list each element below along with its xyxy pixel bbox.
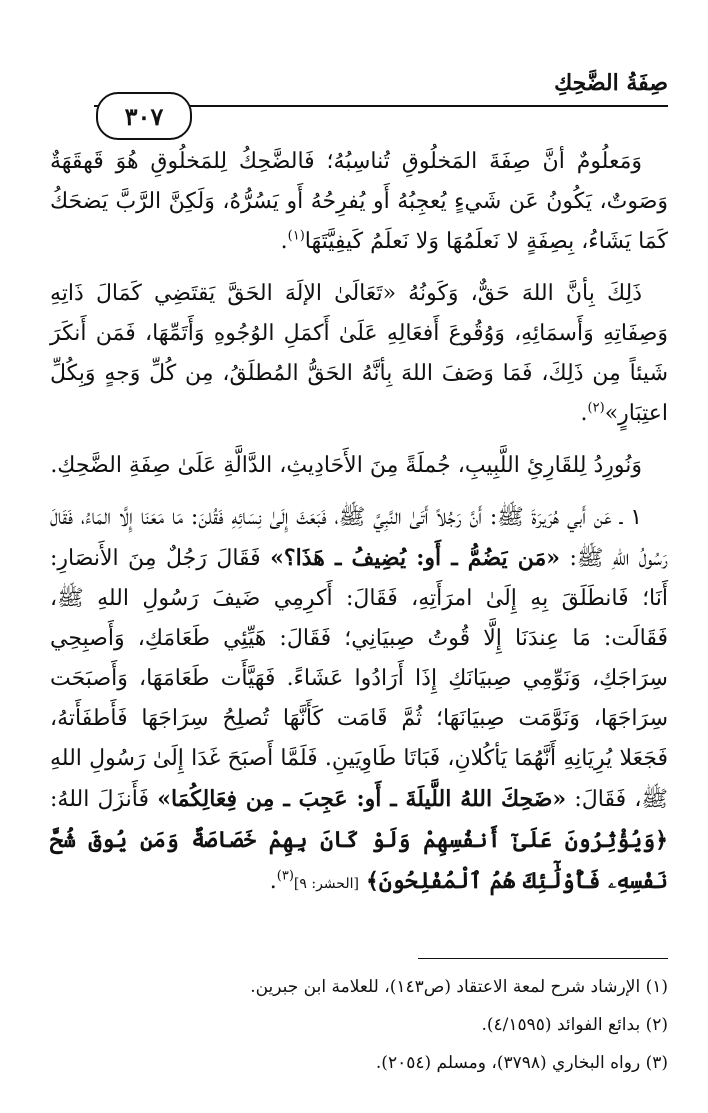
hadith-1: ١ ـ عَن أَبي هُرَيرَةَ ﷺ: أَنَّ رَجُلاً أَتَىٰ النَّبِيَّ ﷺ، فَبَعَثَ إِلَىٰ نِسَائِهِ فَقُلنَ: مَا مَعَنَا إِلَّا المَاءُ، فَقَالَ رَسُولُ اللهِ ﷺ: «مَن يَضُمُّ ـ أَو: يُضِيفُ ـ هَذَا؟» فَقَالَ رَجُلٌ مِنَ الأَنصَارِ: أَنَا؛ فَانطَلَقَ بِهِ إِلَىٰ امرَأَتِهِ، فَقَالَ: أَكرِمِي ضَيفَ رَسُولِ اللهِ ﷺ، فَقَالَت: مَا عِندَنَا إِلَّا قُوتُ صِبيَانِي؛ فَقَالَ: هَيِّئِي طَعَامَكِ، وَأَصبِحِي سِرَاجَكِ، وَنَوِّمِي صِبيَانَكِ إِذَا أَرَادُوا عَشَاءً. فَهَيَّأَت طَعَامَهَا، وَأَصبَحَت سِرَاجَهَا، وَنَوَّمَت صِبيَانَهَا؛ ثُمَّ قَامَت كَأَنَّهَا تُصلِحُ سِرَاجَهَا فَأَطفَأَتهُ، فَجَعَلا يُرِيَانِهِ أَنَّهُمَا يَأكُلانِ، فَبَاتَا طَاوِيَينِ. فَلَمَّا أَصبَحَ غَدَا إِلَىٰ رَسُولِ اللهِ ﷺ، فَقَالَ: «ضَحِكَ اللهُ اللَّيلَةَ ـ أَو: عَجِبَ ـ مِن فِعَالِكُمَا» فَأَنزَلَ اللهُ: ﴿وَيُؤْثِرُونَ عَلَىٰٓ أَنفُسِهِمْ وَلَوْ كَانَ بِهِمْ خَصَاصَةٌ وَمَن يُوقَ شُحَّ نَفْسِهِۦ فَأُوْلَٰٓئِكَ هُمُ ٱلْمُفْلِحُونَ﴾ [الحشر: ٩]$^{(٣)}$.: [50, 505, 669, 894]
paragraph-2: ذَلِكَ بِأنَّ اللهَ حَقٌّ، وَكَونُهُ «تَعَالَىٰ الإلَهَ الحَقَّ يَقتَضِي كَمَالَ ذَاتِهِ وَصِفَاتِهِ وَأَسمَائِهِ، وَوُقُوعَ أَفعَالِهِ عَلَىٰ أَكمَلِ الوُجُوهِ وَأَتَمِّهَا، فَمَن أَنكَرَ شَيئاً مِن ذَلِكَ، فَمَا وَصَفَ اللهَ بِأنَّهُ الحَقُّ المُطلَقُ، مِن كُلِّ وَجهٍ وَبِكُلِّ اعتِبَارٍ»$^{(٢)}$.: [50, 281, 668, 426]
footnote-1: (١) الإرشاد شرح لمعة الاعتقاد (ص١٤٣)، للعلامة ابن جبرين.: [250, 977, 668, 997]
footnote-2: (٢) بدائع الفوائد (٤/١٥٩٥).: [481, 1015, 668, 1035]
paragraph-3: وَنُورِدُ لِلقَارِئِ اللَّبِيبِ، جُملَةً مِنَ الأَحَادِيثِ، الدَّالَّةِ عَلَىٰ صِفَةِ الضَّحِكِ.: [50, 453, 642, 478]
quran-verse: ﴿وَيُؤْثِرُونَ عَلَىٰٓ أَنفُسِهِمْ وَلَوْ كَانَ بِهِمْ خَصَاصَةٌ وَمَن يُوقَ شُحَّ نَفْسِهِۦ فَأُوْلَٰٓئِكَ هُمُ ٱلْمُفْلِحُونَ﴾: [50, 827, 668, 894]
hadith-quote-2: «ضَحِكَ اللهُ اللَّيلَةَ ـ أَو: عَجِبَ ـ مِن فِعَالِكُمَا»: [157, 786, 567, 812]
footnote-separator: [418, 958, 668, 959]
running-header-title: صِفَةُ الضَّحِكِ: [554, 70, 668, 96]
surah-reference: [الحشر: ٩]: [293, 876, 359, 892]
page-number-badge: ٣٠٧: [96, 92, 192, 140]
body-text: [50, 142, 668, 916]
footnote-3: (٣) رواه البخاري (٣٧٩٨)، ومسلم (٢٠٥٤).: [375, 1053, 668, 1073]
footnote-ref-2[interactable]: (٢): [587, 400, 605, 416]
footnotes: [50, 968, 668, 1082]
footnote-ref-3[interactable]: (٣): [276, 868, 294, 884]
paragraph-1: وَمَعلُومٌ أنَّ صِفَةَ المَخلُوقِ تُناسِبُهُ؛ فَالضَّحِكُ لِلمَخلُوقِ هُوَ قَهقَهَةٌ وَصَوتٌ، يَكُونُ عَن شَيءٍ يُعجِبُهُ أَو يُفرِحُهُ أَو يَسُرُّهُ، وَلَكِنَّ الرَّبَّ يَضحَكُ كَمَا يَشَاءُ، بِصِفَةٍ لا نَعلَمُهَا وَلا نَعلَمُ كَيفِيَّتَهَا$^{(١)}$.: [50, 149, 668, 254]
footnote-ref-1[interactable]: (١): [287, 228, 305, 244]
hadith-quote-1: «مَن يَضُمُّ ـ أَو: يُضِيفُ ـ هَذَا؟»: [270, 545, 560, 571]
